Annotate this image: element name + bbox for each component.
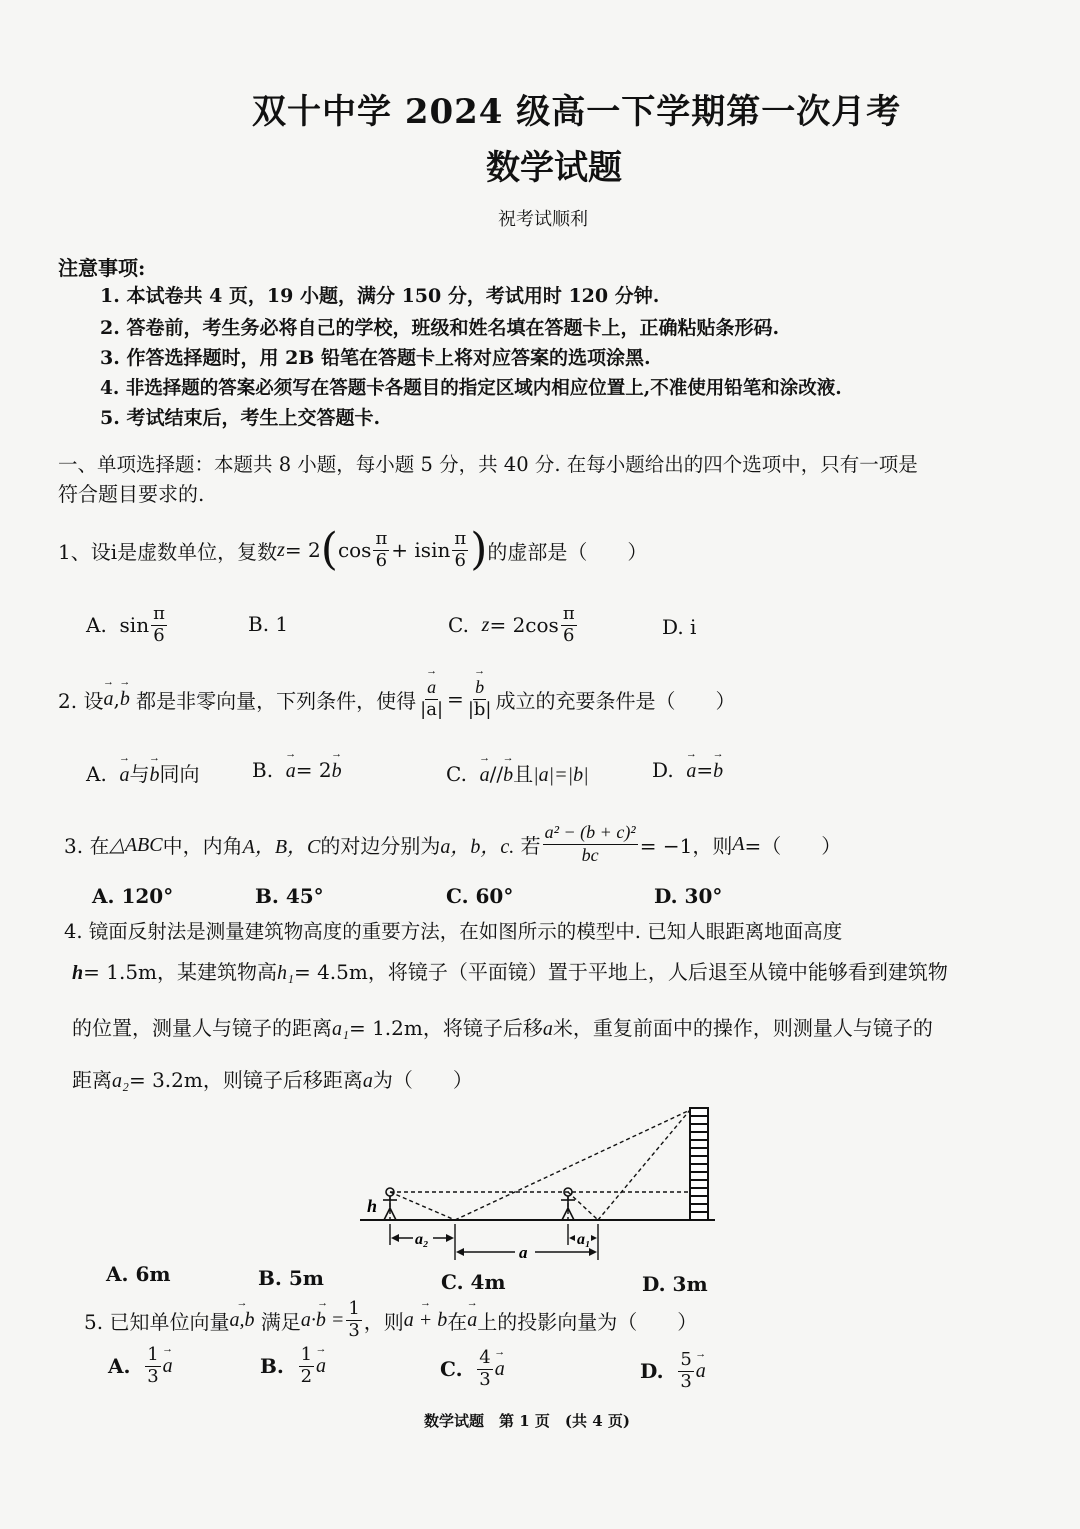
q5-option-c[interactable]: C. $\frac{4}{3}$ → a [440,1345,505,1393]
mirror-reflection-figure [355,1100,725,1270]
note-item: 3. 作答选择题时，用 2B 铅笔在答题卡上将对应答案的选项涂黑. [100,347,651,369]
label-a1: a₁ [577,1231,591,1248]
q2-option-a[interactable]: A. → a与→ b同向 [86,758,200,787]
question-4-line-2: h= 1.5m，某建筑物高h₁= 4.5m，将镜子（平面镜）置于平地上，人后退至从镜中能够看到建筑物 [72,960,948,984]
q1-option-d[interactable]: D. i [662,615,697,639]
building [690,1108,708,1220]
q1-option-a[interactable]: A. sin $\frac{\pi}{6}$ [86,602,165,646]
q1-prefix: 1、设i是虚数单位，复数 [58,539,278,564]
wish-text: 祝考试顺利 [498,209,588,230]
q1-frac1: $\frac{\pi}{6}$ [375,527,388,571]
q5-option-a[interactable]: A. $\frac{1}{3}$ → a [108,1342,173,1390]
q4-option-c[interactable]: C. 4m [441,1270,506,1294]
note-item: 2. 答卷前，考生务必将自己的学校，班级和姓名填在答题卡上，正确粘贴条形码. [100,317,780,339]
section-heading: 一、单项选择题：本题共 8 小题，每小题 5 分，共 40 分. 在每小题给出的四个选项中，只有一项是 [58,453,918,476]
note-item: 5. 考试结束后，考生上交答题卡. [100,407,381,429]
note-item: 1. 本试卷共 4 页，19 小题，满分 150 分，考试用时 120 分钟. [100,285,660,307]
q3-option-a[interactable]: A. 120° [92,884,174,908]
q1-frac2: $\frac{\pi}{6}$ [454,527,467,571]
q1-cos: cos [337,538,372,562]
exam-subtitle: 数学试题 [486,148,622,188]
label-a: a [519,1243,528,1262]
question-3: 3. 在 △ABC 中，内角 A，B，C 的对边分别为 a，b，c. 若 $\frac{\text{a² − (b + c)²}}{bc}$ = −1，则 A =（ ） [64,821,842,865]
question-2: 2. 设 → a , → b 都是非零向量，下列条件，使得 → $\frac{a}{|a|}$ = → $\frac{b}{|b|}$ 成立的充要条件是（ ） [58,670,735,728]
page-footer: 数学试题 第 1 页 (共 4 页) [424,1412,630,1430]
q1-rparen: ) [470,524,488,575]
q1-z: z [277,538,285,561]
q2-option-c[interactable]: C. → a//→ b且|a|=|b| [446,758,589,787]
q2-option-d[interactable]: D. → a=→ b [652,758,723,783]
exam-title: 双十中学 2024 级高一下学期第一次月考 [252,92,902,132]
sight-lines [390,1110,690,1220]
q1-option-c[interactable]: C. z = 2cos $\frac{\pi}{6}$ [448,602,575,646]
q1-lparen: ( [320,524,338,575]
q1-isin: + isin [391,538,451,562]
question-4-line-3: 的位置，测量人与镜子的距离a₁= 1.2m，将镜子后移a米，重复前面中的操作，则测量人与镜子的 [72,1016,933,1040]
label-a2: a₂ [415,1231,429,1248]
notes-heading: 注意事项: [58,256,146,280]
note-item: 4. 非选择题的答案必须写在答题卡各题目的指定区域内相应位置上,不准使用铅笔和涂改液. [100,378,842,399]
label-h: h [367,1196,378,1216]
q3-option-b[interactable]: B. 45° [255,884,324,908]
q1-eq: = 2 [284,538,321,562]
section-heading-cont: 符合题目要求的. [58,482,205,506]
q5-option-d[interactable]: D. $\frac{5}{3}$ → a [640,1347,706,1395]
q4-option-a[interactable]: A. 6m [106,1262,171,1286]
question-4-line-4: 距离a₂= 3.2m，则镜子后移距离a为（ ） [72,1068,473,1092]
question-4-line-1: 4. 镜面反射法是测量建筑物高度的重要方法，在如图所示的模型中. 已知人眼距离地面高度 [64,920,843,943]
q3-option-d[interactable]: D. 30° [654,884,723,908]
q4-option-d[interactable]: D. 3m [642,1272,708,1296]
q1-option-b[interactable]: B. 1 [248,612,289,636]
q4-option-b[interactable]: B. 5m [258,1266,324,1290]
q1-suffix: 的虚部是（ ） [487,539,648,564]
q5-option-b[interactable]: B. $\frac{1}{2}$ → a [260,1342,326,1390]
question-1 [58,522,647,578]
q3-option-c[interactable]: C. 60° [446,884,514,908]
q2-option-b[interactable]: B. → a= 2→ b [252,758,342,783]
question-5: 5. 已知单位向量 → a,b 满足 → a·b = $\frac{1}{3}$ ，则 → a + b 在 → a 上的投影向量为（ ） [84,1294,697,1346]
